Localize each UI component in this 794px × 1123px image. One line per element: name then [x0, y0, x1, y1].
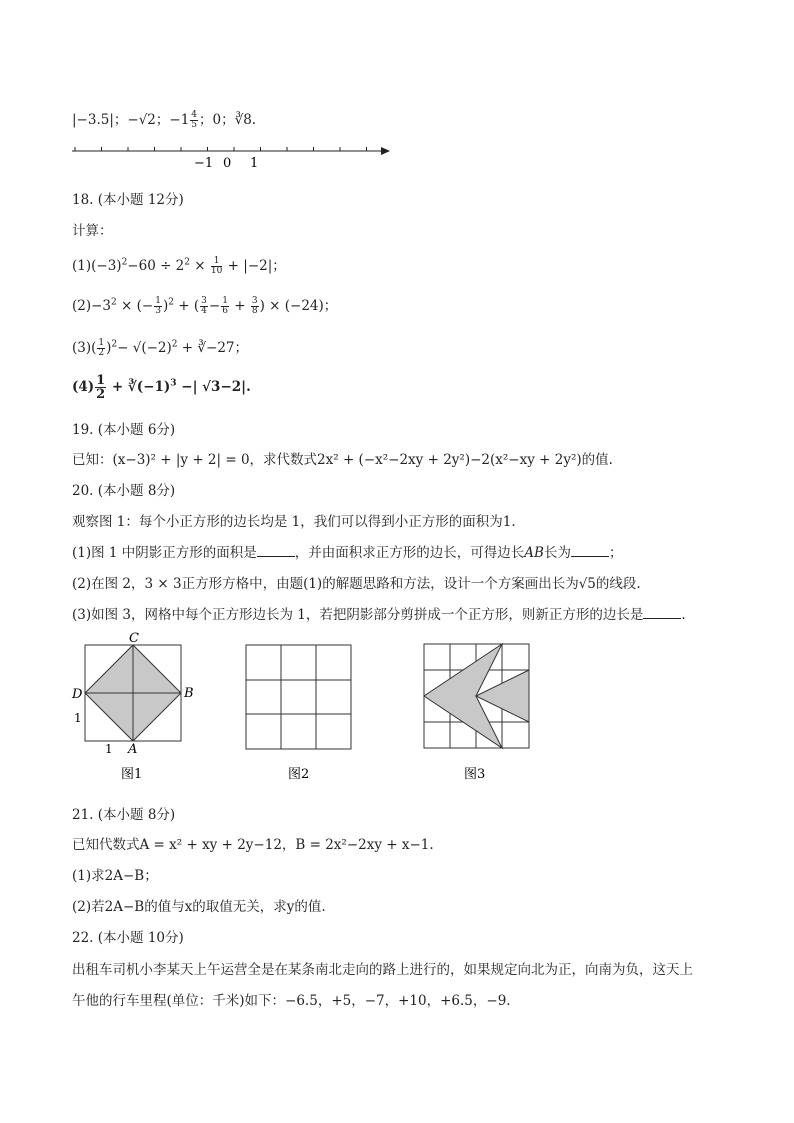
label-d: D — [72, 687, 83, 702]
tick-label-0: 0 — [223, 156, 232, 171]
tick-label-1: 1 — [250, 156, 259, 171]
q21-header: 21. (本小题 8分) — [72, 807, 176, 823]
q18-intro: 计算： — [72, 223, 113, 239]
label-a: A — [128, 742, 138, 757]
caption-fig2: 图2 — [288, 767, 310, 780]
q21-part2: (2)若2A−B的值与x的取值无关，求y的值. — [72, 899, 326, 915]
figure-3 — [420, 630, 540, 780]
caption-fig3: 图3 — [464, 767, 486, 780]
answer-blank — [643, 606, 681, 619]
answer-blank — [257, 544, 295, 557]
q22-line2: 午他的行车里程(单位：千米)如下：−6.5，+5，−7，+10，+6.5，−9. — [72, 993, 511, 1009]
q18-part3: (3)( $\frac{1}{2}$ )$^2- √(-2)^2$ + ∛−27； — [72, 338, 249, 358]
q21-part1: (1)求2A−B； — [72, 868, 158, 884]
numbers-list: |−3.5|；−√2；−1 $\frac{4}{5}$ ；0；∛8. — [72, 110, 257, 130]
q22-line1: 出租车司机小李某天上午运营全是在某条南北走向的路上进行的，如果规定向北为正，向南为负，这天上 — [72, 962, 693, 978]
figure-2 — [240, 630, 360, 780]
number-line — [70, 140, 394, 172]
q20-header: 20. (本小题 8分) — [72, 483, 176, 499]
label-one-bottom: 1 — [105, 742, 113, 756]
q22-header: 22. (本小题 10分) — [72, 930, 184, 946]
q20-part2: (2)在图 2，3 × 3正方形方格中，由题(1)的解题思路和方法，设计一个方案画出长为√5的线段. — [72, 576, 641, 592]
q20-part1: (1)图 1 中阴影正方形的面积是 ，并由面积求正方形的边长，可得边长AB长为 ； — [72, 545, 623, 561]
q18-part1: $(1)(-3)^2-60 \div 2^2$ × $\frac{1}{10}$ + |−2|； — [72, 256, 286, 276]
q18-part4: (4) $\frac{1}{2}$ + $∛(-1)^3$ −| √3−2|. — [72, 373, 251, 402]
q18-header: 18. (本小题 12分) — [72, 192, 184, 208]
label-c: C — [129, 631, 139, 646]
label-b: B — [184, 686, 194, 701]
q19-header: 19. (本小题 6分) — [72, 422, 176, 438]
figure-1 — [66, 630, 206, 780]
label-one-left: 1 — [74, 711, 82, 725]
q19-text: 已知：(x−3)² + |y + 2| = 0，求代数式2x² + (−x²−2xy + 2y²)−2(x²−xy + 2y²)的值. — [72, 452, 613, 468]
answer-blank — [571, 544, 609, 557]
q20-intro: 观察图 1：每个小正方形的边长均是 1，我们可以得到小正方形的面积为1. — [72, 514, 516, 530]
caption-fig1: 图1 — [121, 767, 143, 780]
q20-part3: (3)如图 3，网格中每个正方形边长为 1，若把阴影部分剪拼成一个正方形，则新正方形的边长是 . — [72, 607, 686, 623]
q18-part2: $(2)-3^2$ × (− $\frac{1}{3}$ )$^2$ + ( $\frac{3}{4}$ − $\frac{1}{6}$ + $\frac{3}{8}$ ) × (−24)； — [72, 296, 338, 316]
q21-text: 已知代数式A = x² + xy + 2y−12，B = 2x²−2xy + x−1. — [72, 837, 434, 853]
tick-label-neg1: −1 — [194, 156, 214, 171]
